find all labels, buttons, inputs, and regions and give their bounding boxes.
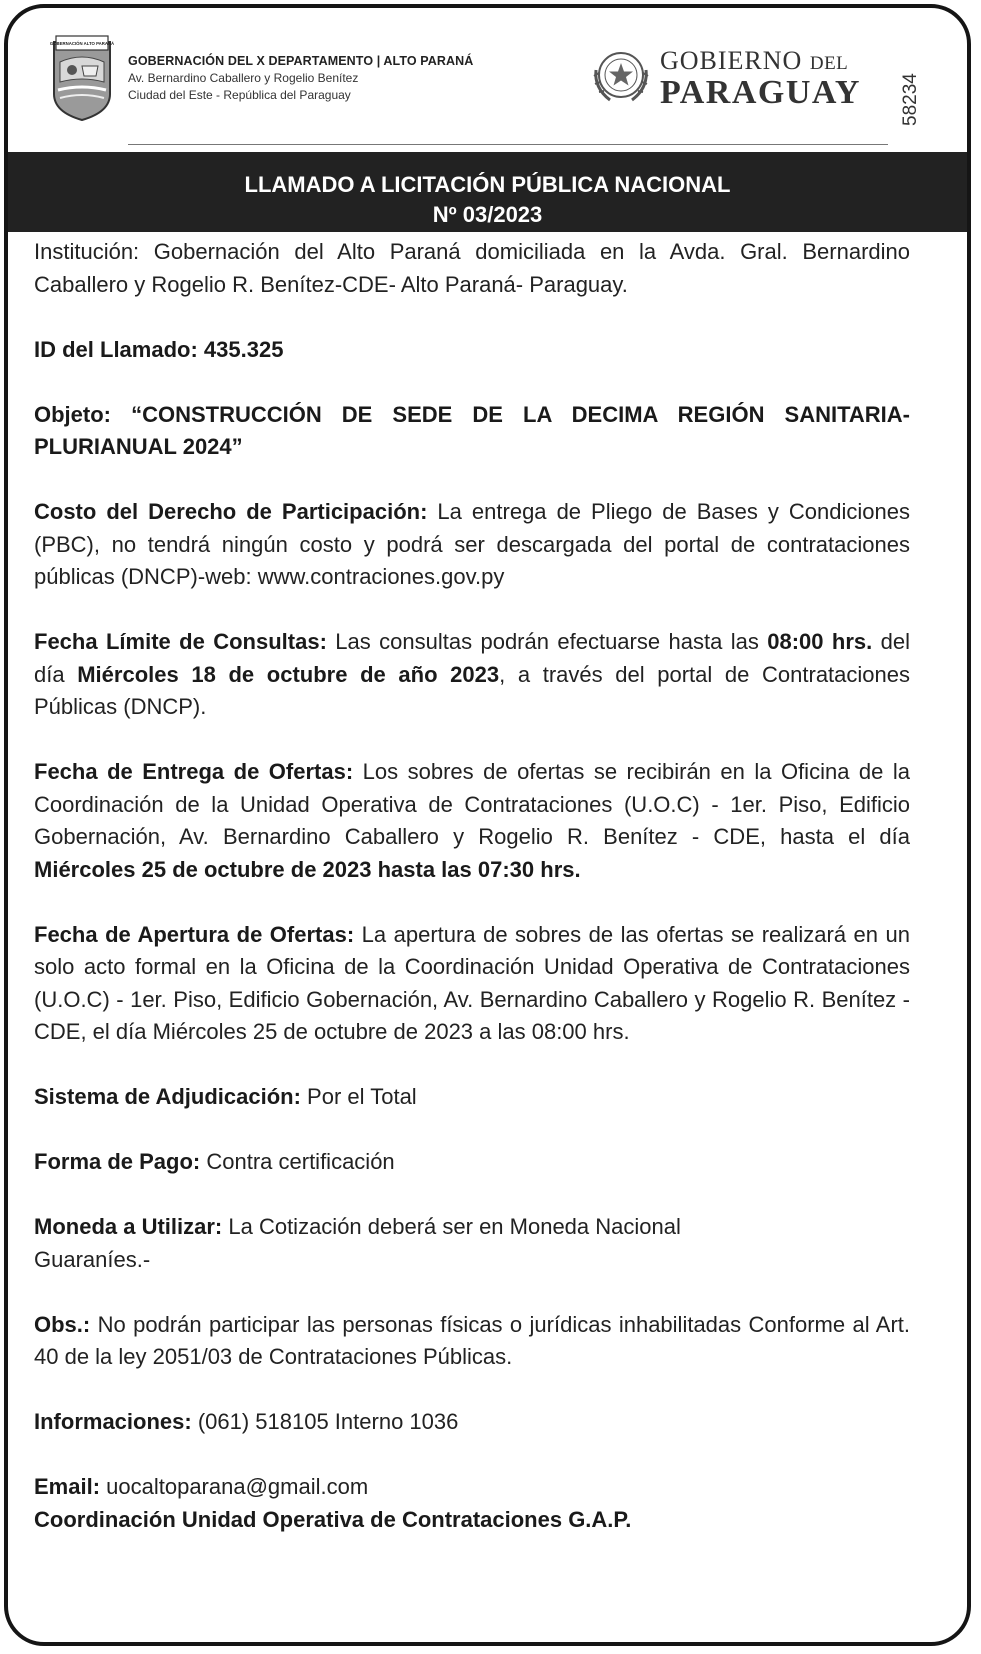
apertura-paragraph	[34, 919, 910, 1049]
email-label: Email:	[34, 1474, 101, 1499]
signature-paragraph	[34, 1504, 910, 1537]
gobernacion-address-block	[128, 53, 473, 104]
crest-label: GOBERNACIÓN ALTO PARANÁ	[50, 41, 114, 46]
email-address: uocaltoparana@gmail.com	[100, 1474, 369, 1499]
notice-frame	[4, 4, 971, 1646]
id-llamado-paragraph	[34, 334, 910, 367]
info-label: Informaciones:	[34, 1409, 192, 1434]
sistema-paragraph	[34, 1081, 910, 1114]
entrega-text: Los sobres de ofertas se recibirán en la Oficina de la Coordinación de la Unidad Operativa de Contrataciones (U.O.C) - 1er. Piso, Edificio Gobernación, Av. Bernardino Caballero y Rogelio R. Benítez - CDE, hasta el día	[34, 759, 910, 849]
consultas-text: , a través del portal de Contrataciones Públicas (DNCP).	[34, 661, 911, 719]
apertura-text: La apertura de sobres de las ofertas se realizará en un solo acto formal en la Oficina de la Coordinación Unidad Operativa de Contrataciones (U.O.C) - 1er. Piso, Edificio Gobernación, Av. Bernardino Caballero y Rogelio R. Benítez - CDE, el día Miércoles 25 de octubre de 2023 a las 08:00 hrs.	[34, 921, 911, 1044]
costo-label: Costo del Derecho de Participación:	[34, 499, 428, 524]
gov-logo-line1	[660, 46, 848, 76]
sistema-text: Por el Total	[300, 1084, 417, 1109]
gov-logo-del: DEL	[809, 53, 849, 74]
consultas-text: del día	[34, 629, 910, 687]
sistema-label: Sistema de Adjudicación:	[34, 1084, 301, 1109]
gobierno-paraguay-logo	[588, 42, 868, 114]
institucion-paragraph: Institución: Gobernación del Alto Paraná domiciliada en la Avda. Gral. Bernardino Caballero y Rogelio R. Benítez-CDE- Alto Paraná- Paraguay.	[34, 239, 910, 297]
moneda-label: Moneda a Utilizar:	[34, 1214, 223, 1239]
gov-logo-gobierno: GOBIERNO	[660, 46, 803, 75]
paraguay-seal-icon	[588, 42, 654, 108]
consultas-text: Las consultas podrán efectuarse hasta las	[326, 629, 768, 654]
costo-paragraph	[34, 496, 910, 594]
obs-paragraph	[34, 1309, 910, 1374]
ad-code: 58234	[900, 73, 921, 126]
gobernacion-street: Av. Bernardino Caballero y Rogelio Benítez	[128, 71, 359, 85]
notice-number: Nº 03/2023	[432, 202, 543, 227]
moneda-text: La Cotización deberá ser en Moneda Nacional	[222, 1214, 681, 1239]
signature: Coordinación Unidad Operativa de Contrataciones G.A.P.	[34, 1506, 632, 1532]
notice-header	[8, 8, 967, 150]
gobernacion-city: Ciudad del Este - República del Paraguay	[128, 88, 351, 102]
costo-text: La entrega de Pliego de Bases y Condiciones (PBC), no tendrá ningún costo y podrá ser descargada del portal de contrataciones públicas (DNCP)-web: www.contraciones.gov.py	[34, 499, 910, 589]
consultas-paragraph	[34, 626, 910, 724]
pago-text: Contra certificación	[200, 1149, 395, 1174]
obs-label: Obs.:	[34, 1311, 91, 1337]
gobernacion-crest-icon	[50, 32, 114, 122]
entrega-deadline: Miércoles 25 de octubre de 2023 hasta las 07:30 hrs.	[34, 856, 581, 882]
apertura-label: Fecha de Apertura de Ofertas:	[34, 921, 355, 947]
gov-logo-line2: PARAGUAY	[660, 74, 861, 111]
moneda-currency: Guaraníes.-	[34, 1246, 151, 1272]
pago-label: Forma de Pago:	[34, 1149, 201, 1174]
title-banner	[8, 152, 967, 232]
obs-text: No podrán participar las personas físicas o jurídicas inhabilitadas Conforme al Art. 40 de la ley 2051/03 de Contrataciones Públicas.	[34, 1311, 910, 1369]
objeto-paragraph	[34, 399, 910, 464]
entrega-label: Fecha de Entrega de Ofertas:	[34, 759, 354, 784]
notice-title: LLAMADO A LICITACIÓN PÚBLICA NACIONAL	[244, 172, 731, 197]
consultas-hour: 08:00 hrs.	[767, 629, 873, 654]
notice-body	[34, 236, 910, 1536]
info-paragraph	[34, 1406, 910, 1439]
info-phone: (061) 518105 Interno 1036	[191, 1409, 459, 1434]
moneda-paragraph	[34, 1211, 910, 1276]
gobernacion-name: GOBERNACIÓN DEL X DEPARTAMENTO | ALTO PARANÁ	[128, 54, 474, 68]
email-paragraph	[34, 1471, 910, 1504]
entrega-paragraph	[34, 756, 910, 886]
pago-paragraph	[34, 1146, 910, 1179]
header-divider	[128, 144, 888, 145]
objeto: Objeto: “CONSTRUCCIÓN DE SEDE DE LA DECIMA REGIÓN SANITARIA-PLURIANUAL 2024”	[34, 401, 910, 459]
consultas-label: Fecha Límite de Consultas:	[34, 629, 327, 654]
id-llamado: ID del Llamado: 435.325	[34, 336, 284, 362]
consultas-date: Miércoles 18 de octubre de año 2023	[77, 661, 500, 687]
